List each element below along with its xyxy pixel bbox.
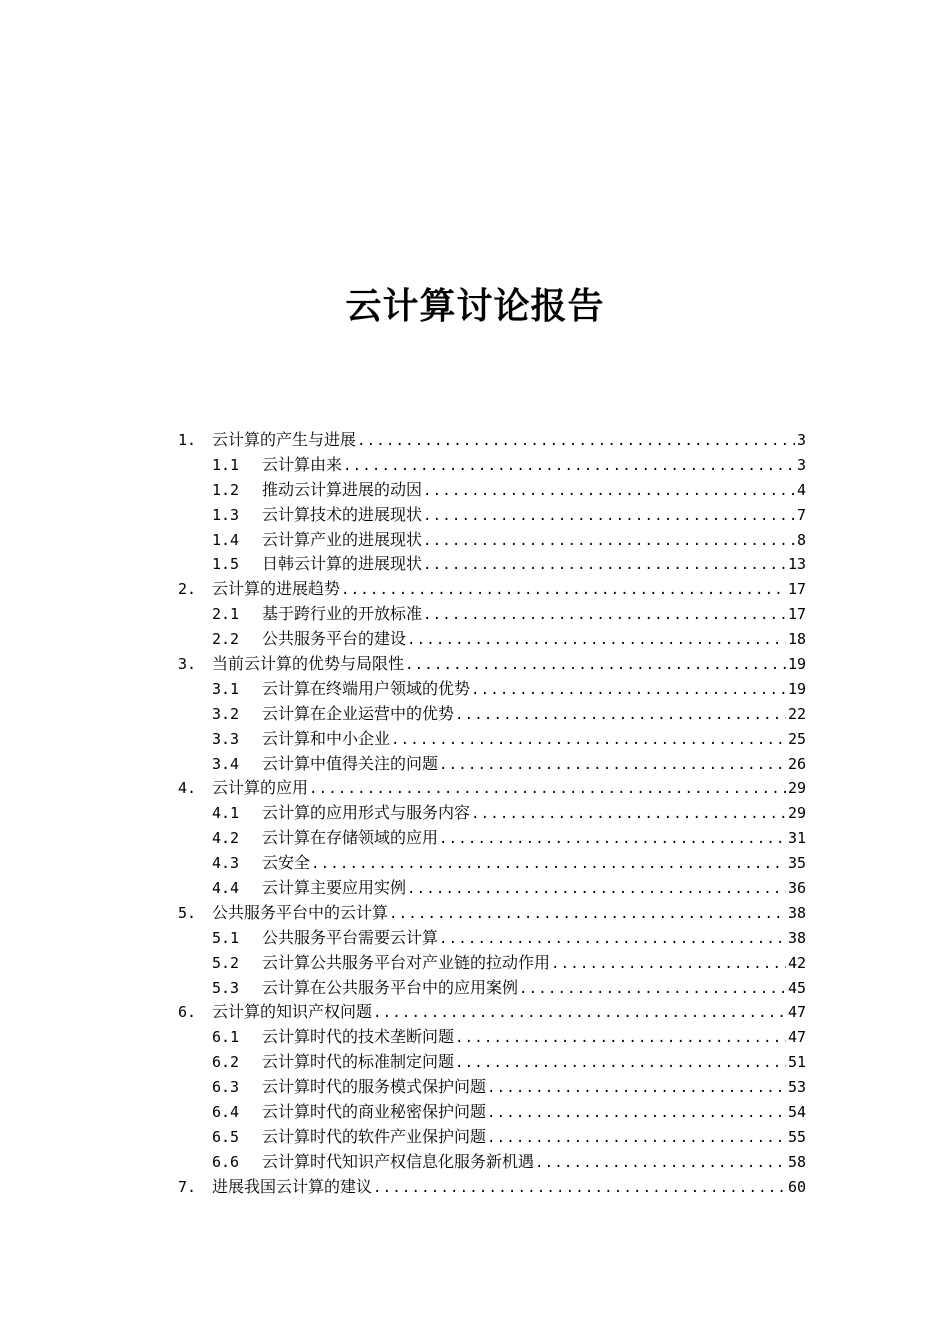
toc-entry-3-3[interactable] bbox=[178, 727, 806, 752]
toc-entry-number: 3.1 bbox=[212, 679, 240, 698]
toc-dot-leader bbox=[391, 728, 786, 753]
toc-entry-number: 2.2 bbox=[212, 630, 240, 649]
toc-dot-leader bbox=[423, 603, 786, 628]
toc-dot-leader bbox=[423, 529, 795, 554]
toc-entry-title: 公共服务平台中的云计算 bbox=[212, 902, 389, 922]
toc-entry-1[interactable] bbox=[178, 428, 806, 453]
toc-entry-number: 6.4 bbox=[212, 1103, 240, 1122]
toc-dot-leader bbox=[341, 578, 786, 603]
toc-entry-page: 45 bbox=[787, 978, 806, 997]
toc-entry-page: 55 bbox=[787, 1127, 806, 1146]
toc-entry-1-4[interactable] bbox=[178, 528, 806, 553]
toc-entry-title: 进展我国云计算的建议 bbox=[212, 1176, 373, 1196]
toc-entry-page: 4 bbox=[796, 480, 806, 499]
toc-dot-leader bbox=[439, 927, 786, 952]
toc-dot-leader bbox=[471, 678, 786, 703]
toc-dot-leader bbox=[373, 1176, 786, 1201]
toc-entry-3-1[interactable] bbox=[178, 677, 806, 702]
toc-entry-number: 6.5 bbox=[212, 1127, 240, 1146]
toc-entry-title: 公共服务平台需要云计算 bbox=[262, 927, 439, 947]
toc-entry-3-4[interactable] bbox=[178, 752, 806, 777]
toc-entry-title: 基于跨行业的开放标准 bbox=[262, 604, 423, 624]
toc-entry-title: 云计算在终端用户领域的优势 bbox=[262, 678, 471, 698]
toc-dot-leader bbox=[535, 1151, 786, 1176]
toc-dot-leader bbox=[519, 977, 786, 1002]
toc-entry-number: 4.1 bbox=[212, 804, 240, 823]
toc-entry-title: 云计算的进展趋势 bbox=[212, 579, 341, 599]
toc-dot-leader bbox=[423, 479, 795, 504]
toc-entry-6-4[interactable] bbox=[178, 1100, 806, 1125]
toc-entry-number: 6.2 bbox=[212, 1053, 240, 1072]
toc-entry-number: 5.3 bbox=[212, 978, 240, 997]
toc-entry-2-1[interactable] bbox=[178, 602, 806, 627]
toc-entry-1-3[interactable] bbox=[178, 503, 806, 528]
toc-entry-page: 60 bbox=[787, 1177, 806, 1196]
toc-entry-5[interactable] bbox=[178, 901, 806, 926]
toc-entry-number: 1.1 bbox=[212, 455, 240, 474]
toc-entry-number: 2.1 bbox=[212, 605, 240, 624]
toc-entry-page: 19 bbox=[787, 655, 806, 674]
toc-entry-number: 3.3 bbox=[212, 729, 240, 748]
toc-entry-1-1[interactable] bbox=[178, 453, 806, 478]
toc-dot-leader bbox=[357, 429, 795, 454]
toc-entry-number: 4.4 bbox=[212, 879, 240, 898]
toc-entry-number: 4. bbox=[178, 779, 197, 798]
toc-entry-number: 7. bbox=[178, 1177, 197, 1196]
toc-entry-page: 54 bbox=[787, 1103, 806, 1122]
toc-entry-page: 17 bbox=[787, 580, 806, 599]
toc-entry-5-2[interactable] bbox=[178, 951, 806, 976]
toc-entry-number: 1. bbox=[178, 431, 197, 449]
toc-entry-1-2[interactable] bbox=[178, 478, 806, 503]
toc-entry-page: 38 bbox=[787, 928, 806, 947]
toc-entry-title: 云计算的应用形式与服务内容 bbox=[262, 803, 471, 823]
toc-entry-number: 6. bbox=[178, 1003, 197, 1022]
toc-dot-leader bbox=[405, 653, 786, 678]
toc-entry-page: 29 bbox=[787, 804, 806, 823]
toc-entry-number: 1.5 bbox=[212, 555, 240, 574]
toc-entry-6-3[interactable] bbox=[178, 1075, 806, 1100]
toc-entry-title: 云计算的产生与进展 bbox=[212, 430, 357, 449]
toc-entry-page: 17 bbox=[787, 605, 806, 624]
toc-entry-page: 42 bbox=[787, 953, 806, 972]
toc-dot-leader bbox=[487, 1101, 786, 1126]
toc-entry-title: 云计算和中小企业 bbox=[262, 728, 391, 748]
toc-entry-page: 36 bbox=[787, 879, 806, 898]
toc-entry-title: 云计算时代的标准制定问题 bbox=[262, 1052, 455, 1072]
toc-entry-3[interactable] bbox=[178, 652, 806, 677]
toc-entry-title: 当前云计算的优势与局限性 bbox=[212, 654, 405, 674]
toc-entry-title: 云计算由来 bbox=[262, 454, 343, 474]
table-of-contents bbox=[178, 428, 806, 1200]
toc-dot-leader bbox=[407, 628, 786, 653]
toc-entry-5-3[interactable] bbox=[178, 976, 806, 1001]
toc-entry-number: 4.2 bbox=[212, 829, 240, 848]
toc-entry-title: 云计算时代知识产权信息化服务新机遇 bbox=[262, 1151, 535, 1171]
toc-entry-title: 云计算的应用 bbox=[212, 778, 309, 798]
toc-entry-6[interactable] bbox=[178, 1000, 806, 1025]
toc-entry-page: 18 bbox=[787, 630, 806, 649]
toc-entry-title: 云计算时代的服务模式保护问题 bbox=[262, 1077, 487, 1097]
toc-dot-leader bbox=[551, 952, 786, 977]
toc-dot-leader bbox=[439, 827, 786, 852]
toc-dot-leader bbox=[423, 553, 786, 578]
toc-dot-leader bbox=[311, 852, 786, 877]
toc-entry-number: 5. bbox=[178, 903, 197, 922]
toc-entry-page: 26 bbox=[787, 754, 806, 773]
toc-entry-number: 1.3 bbox=[212, 505, 240, 524]
toc-entry-page: 35 bbox=[787, 854, 806, 873]
toc-entry-title: 日韩云计算的进展现状 bbox=[262, 554, 423, 574]
toc-entry-title: 云计算在公共服务平台中的应用案例 bbox=[262, 977, 519, 997]
toc-dot-leader bbox=[455, 1026, 786, 1051]
toc-dot-leader bbox=[423, 504, 795, 529]
toc-entry-page: 8 bbox=[796, 530, 806, 549]
toc-entry-title: 云计算在企业运营中的优势 bbox=[262, 703, 455, 723]
toc-entry-2-2[interactable] bbox=[178, 627, 806, 652]
toc-entry-page: 22 bbox=[787, 704, 806, 723]
toc-entry-number: 6.3 bbox=[212, 1078, 240, 1097]
toc-entry-4-4[interactable] bbox=[178, 876, 806, 901]
toc-entry-6-1[interactable] bbox=[178, 1025, 806, 1050]
toc-entry-title: 云计算在存储领域的应用 bbox=[262, 828, 439, 848]
toc-dot-leader bbox=[407, 877, 786, 902]
toc-entry-page: 38 bbox=[787, 903, 806, 922]
toc-entry-3-2[interactable] bbox=[178, 702, 806, 727]
toc-entry-title: 公共服务平台的建设 bbox=[262, 629, 407, 649]
toc-dot-leader bbox=[487, 1076, 786, 1101]
toc-entry-6-2[interactable] bbox=[178, 1050, 806, 1075]
toc-dot-leader bbox=[455, 703, 786, 728]
toc-entry-page: 58 bbox=[787, 1152, 806, 1171]
toc-entry-number: 3.4 bbox=[212, 754, 240, 773]
toc-entry-page: 31 bbox=[787, 829, 806, 848]
toc-dot-leader bbox=[471, 802, 786, 827]
toc-entry-page: 19 bbox=[787, 679, 806, 698]
toc-entry-page: 25 bbox=[787, 729, 806, 748]
toc-dot-leader bbox=[343, 454, 795, 479]
toc-dot-leader bbox=[389, 902, 786, 927]
toc-entry-title: 云计算时代的技术垄断问题 bbox=[262, 1027, 455, 1047]
toc-entry-4-2[interactable] bbox=[178, 826, 806, 851]
toc-dot-leader bbox=[439, 753, 786, 778]
toc-entry-7[interactable] bbox=[178, 1175, 806, 1200]
toc-entry-title: 云计算主要应用实例 bbox=[262, 878, 407, 898]
toc-entry-page: 3 bbox=[796, 431, 806, 449]
toc-entry-5-1[interactable] bbox=[178, 926, 806, 951]
toc-entry-4-1[interactable] bbox=[178, 801, 806, 826]
toc-entry-title: 云计算时代的软件产业保护问题 bbox=[262, 1126, 487, 1146]
toc-dot-leader bbox=[309, 777, 786, 802]
toc-entry-title: 云计算公共服务平台对产业链的拉动作用 bbox=[262, 952, 551, 972]
toc-entry-title: 云计算产业的进展现状 bbox=[262, 529, 423, 549]
toc-entry-number: 5.1 bbox=[212, 928, 240, 947]
toc-entry-2[interactable] bbox=[178, 577, 806, 602]
toc-entry-page: 53 bbox=[787, 1078, 806, 1097]
toc-entry-page: 3 bbox=[796, 455, 806, 474]
toc-entry-page: 47 bbox=[787, 1003, 806, 1022]
toc-entry-number: 3. bbox=[178, 655, 197, 674]
toc-entry-number: 6.1 bbox=[212, 1028, 240, 1047]
toc-entry-number: 5.2 bbox=[212, 953, 240, 972]
toc-entry-4-3[interactable] bbox=[178, 851, 806, 876]
toc-entry-number: 4.3 bbox=[212, 854, 240, 873]
toc-entry-title: 推动云计算进展的动因 bbox=[262, 479, 423, 499]
toc-entry-number: 3.2 bbox=[212, 704, 240, 723]
toc-entry-title: 云计算的知识产权问题 bbox=[212, 1002, 373, 1022]
toc-entry-title: 云计算时代的商业秘密保护问题 bbox=[262, 1102, 487, 1122]
toc-entry-page: 51 bbox=[787, 1053, 806, 1072]
toc-entry-number: 2. bbox=[178, 580, 197, 599]
toc-entry-page: 13 bbox=[787, 555, 806, 574]
toc-dot-leader bbox=[455, 1051, 786, 1076]
toc-entry-page: 7 bbox=[796, 505, 806, 524]
toc-entry-6-5[interactable] bbox=[178, 1125, 806, 1150]
toc-entry-6-6[interactable] bbox=[178, 1150, 806, 1175]
document-title: 云计算讨论报告 bbox=[345, 286, 605, 328]
toc-entry-title: 云安全 bbox=[262, 853, 311, 873]
toc-entry-number: 1.4 bbox=[212, 530, 240, 549]
toc-entry-1-5[interactable] bbox=[178, 552, 806, 577]
toc-entry-page: 29 bbox=[787, 779, 806, 798]
toc-entry-4[interactable] bbox=[178, 776, 806, 801]
toc-entry-title: 云计算中值得关注的问题 bbox=[262, 753, 439, 773]
toc-entry-number: 1.2 bbox=[212, 480, 240, 499]
toc-dot-leader bbox=[373, 1001, 786, 1026]
toc-entry-number: 6.6 bbox=[212, 1152, 240, 1171]
toc-dot-leader bbox=[487, 1126, 786, 1151]
toc-entry-title: 云计算技术的进展现状 bbox=[262, 504, 423, 524]
toc-entry-page: 47 bbox=[787, 1028, 806, 1047]
